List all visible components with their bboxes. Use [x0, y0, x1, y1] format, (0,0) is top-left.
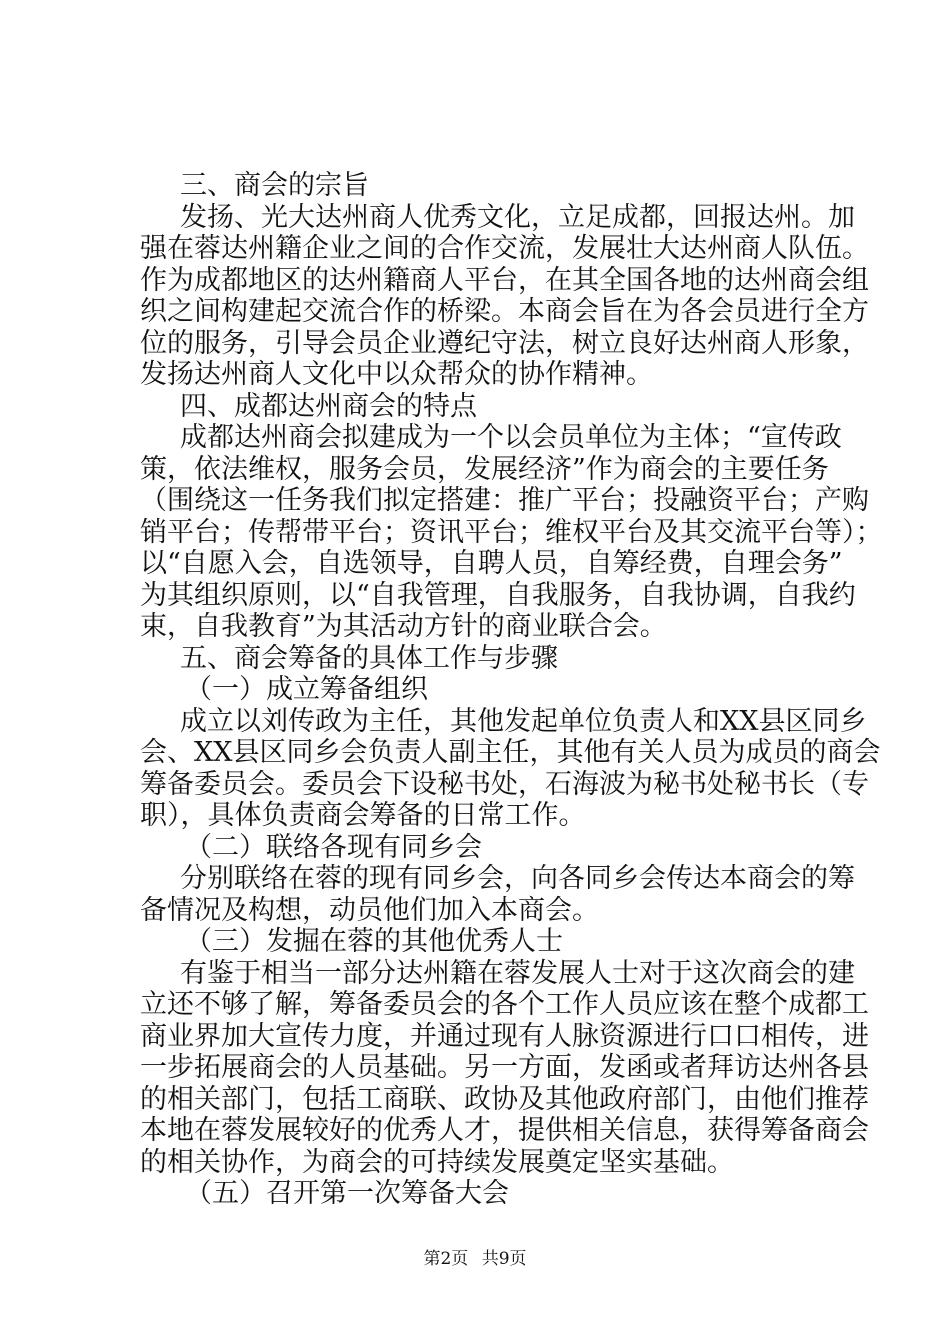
page-footer: [0, 1244, 950, 1269]
page-total: 共9页: [481, 1249, 527, 1269]
text-line: 三、商会的宗旨: [180, 170, 369, 201]
text-line: （二）联络各现有同乡会: [185, 831, 482, 863]
text-line: 作为成都地区的达州籍商人平台，在其全国各地的达州商会组: [140, 264, 869, 296]
text-line: 以“自愿入会，自选领导，自聘人员，自筹经费，自理会务”: [140, 548, 843, 579]
text-line: 为其组织原则，以“自我管理，自我服务，自我协调，自我约: [140, 579, 856, 611]
text-line: 的相关部门，包括工商联、政协及其他政府部门，由他们推荐: [140, 1083, 869, 1115]
page-number: 第2页: [423, 1249, 469, 1269]
text-line: 商业界加大宣传力度，并通过现有人脉资源进行口口相传，进: [140, 1020, 869, 1052]
text-line: （五）召开第一次筹备大会: [185, 1178, 509, 1209]
text-line: 五、商会筹备的具体工作与步骤: [180, 642, 558, 674]
text-line: （一）成立筹备组织: [185, 674, 428, 705]
text-line: 成都达州商会拟建成为一个以会员单位为主体；“宣传政: [180, 422, 842, 453]
text-line: 销平台；传帮带平台；资讯平台；维权平台及其交流平台等）；: [140, 516, 883, 548]
text-line: 职），具体负责商会筹备的日常工作。: [140, 800, 586, 831]
text-line: （三）发掘在蓉的其他优秀人士: [185, 926, 563, 957]
text-line: 束，自我教育”为其活动方针的商业联合会。: [140, 611, 667, 642]
text-line: 筹备委员会。委员会下设秘书处，石海波为秘书处秘书长（专: [140, 768, 869, 800]
text-line: 有鉴于相当一部分达州籍在蓉发展人士对于这次商会的建: [180, 957, 855, 989]
text-line: 本地在蓉发展较好的优秀人才，提供相关信息，获得筹备商会: [140, 1115, 869, 1146]
text-line: 织之间构建起交流合作的桥梁。本商会旨在为各会员进行全方: [140, 296, 869, 327]
text-line: 备情况及构想，动员他们加入本商会。: [140, 894, 599, 926]
text-line: 一步拓展商会的人员基础。另一方面，发函或者拜访达州各县: [140, 1052, 869, 1083]
text-line: 发扬达州商人文化中以众帮众的协作精神。: [140, 359, 653, 390]
text-line: 成立以刘传政为主任，其他发起单位负责人和XX县区同乡: [180, 705, 867, 737]
text-line: 立还不够了解，筹备委员会的各个工作人员应该在整个成都工: [140, 989, 869, 1020]
text-line: 强在蓉达州籍企业之间的合作交流，发展壮大达州商人队伍。: [140, 233, 869, 264]
text-line: 四、成都达州商会的特点: [180, 390, 477, 422]
text-line: 发扬、光大达州商人优秀文化，立足成都，回报达州。加: [180, 201, 855, 233]
text-line: 的相关协作，为商会的可持续发展奠定坚实基础。: [140, 1146, 734, 1178]
text-line: 分别联络在蓉的现有同乡会，向各同乡会传达本商会的筹: [180, 863, 855, 894]
text-line: 位的服务，引导会员企业遵纪守法，树立良好达州商人形象，: [140, 327, 869, 359]
text-line: 会、XX县区同乡会负责人副主任，其他有关人员为成员的商会: [140, 737, 881, 768]
text-line: （围绕这一任务我们拟定搭建：推广平台；投融资平台；产购: [140, 485, 869, 516]
document-body: [140, 170, 883, 1210]
text-line: 策，依法维权，服务会员，发展经济”作为商会的主要任务: [140, 453, 829, 485]
